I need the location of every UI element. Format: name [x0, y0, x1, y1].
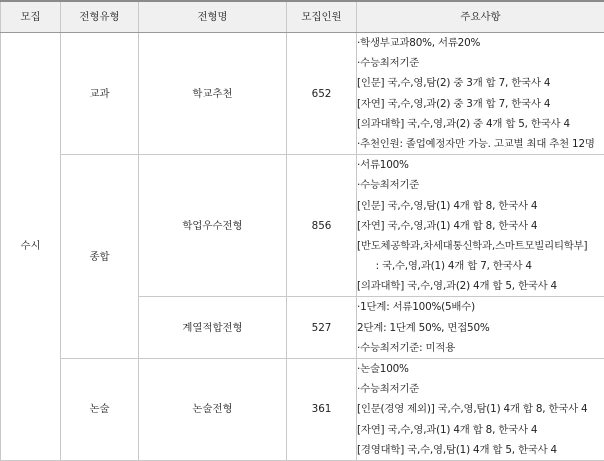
notes-cell — [357, 297, 604, 359]
note-line: ·수능최저기준 — [357, 379, 604, 399]
header-row — [1, 1, 604, 33]
type-cell: 논술 — [61, 359, 139, 461]
notes-cell — [357, 359, 604, 461]
count-cell: 527 — [287, 297, 357, 359]
note-line: : 국,수,영,과(1) 4개 합 7, 한국사 4 — [357, 256, 604, 276]
table-row — [1, 33, 604, 155]
track-name-cell: 학교추천 — [139, 33, 287, 155]
note-line: ·1단계: 서류100%(5배수) — [357, 297, 604, 317]
category-cell: 수시 — [1, 33, 61, 461]
count-cell: 361 — [287, 359, 357, 461]
note-line: [자연] 국,수,영,과(1) 4개 합 8, 한국사 4 — [357, 420, 604, 440]
note-line: ·수능최저기준 — [357, 175, 604, 195]
header-category: 모집 — [1, 1, 61, 33]
note-line: [반도체공학과,차세대통신학과,스마트모빌리티학부] — [357, 236, 604, 256]
track-name-cell: 계열적합전형 — [139, 297, 287, 359]
note-line: [인문(경영 제외)] 국,수,영,탐(1) 4개 합 8, 한국사 4 — [357, 399, 604, 419]
note-line: [의과대학] 국,수,영,과(2) 중 4개 합 5, 한국사 4 — [357, 114, 604, 134]
header-track-name: 전형명 — [139, 1, 287, 33]
note-line: [자연] 국,수,영,과(1) 4개 합 8, 한국사 4 — [357, 216, 604, 236]
table-row — [1, 155, 604, 297]
header-type: 전형유형 — [61, 1, 139, 33]
track-name-cell: 논술전형 — [139, 359, 287, 461]
type-cell: 종합 — [61, 155, 139, 359]
note-line: [인문] 국,수,영,탐(1) 4개 합 8, 한국사 4 — [357, 196, 604, 216]
header-count: 모집인원 — [287, 1, 357, 33]
note-line: [자연] 국,수,영,과(2) 중 3개 합 7, 한국사 4 — [357, 94, 604, 114]
note-line: ·논술100% — [357, 359, 604, 379]
count-cell: 652 — [287, 33, 357, 155]
track-name-cell: 학업우수전형 — [139, 155, 287, 297]
note-line: [의과대학] 국,수,영,과(2) 4개 합 5, 한국사 4 — [357, 276, 604, 296]
note-line: ·수능최저기준 — [357, 53, 604, 73]
type-cell: 교과 — [61, 33, 139, 155]
note-line: ·학생부교과80%, 서류20% — [357, 33, 604, 53]
table-row — [1, 359, 604, 461]
header-notes: 주요사항 — [357, 1, 604, 33]
note-line: ·추천인원: 졸업예정자만 가능. 고교별 최대 추천 12명 — [357, 134, 604, 154]
note-line: [경영대학] 국,수,영,탐(1) 4개 합 5, 한국사 4 — [357, 440, 604, 460]
notes-cell — [357, 155, 604, 297]
note-line: [인문] 국,수,영,탐(2) 중 3개 합 7, 한국사 4 — [357, 73, 604, 93]
note-line: ·서류100% — [357, 155, 604, 175]
count-cell: 856 — [287, 155, 357, 297]
notes-cell — [357, 33, 604, 155]
note-line: 2단계: 1단계 50%, 면접50% — [357, 318, 604, 338]
note-line: ·수능최저기준: 미적용 — [357, 338, 604, 358]
